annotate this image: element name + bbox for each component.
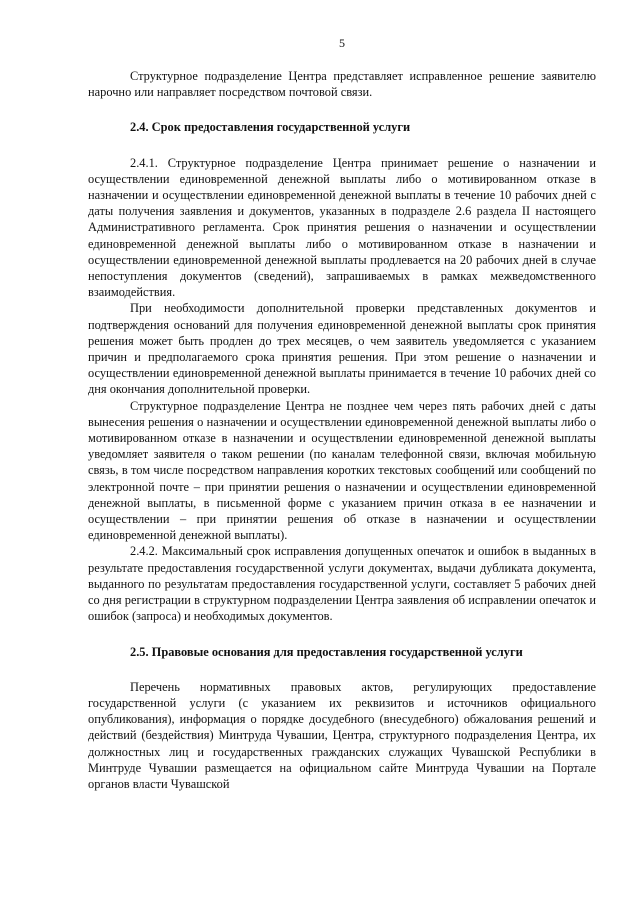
page-number: 5 — [339, 36, 345, 50]
section-heading-2-5: 2.5. Правовые основания для предоставления государственной услуги — [130, 644, 523, 659]
paragraph-corrected-decision: Структурное подразделение Центра представляет исправленное решение заявителю нарочно или направляет посредством почтовой связи. — [88, 69, 596, 100]
paragraph-legal-acts: Перечень нормативных правовых актов, регулирующих предоставление государственной услуги (с указанием их реквизитов и источников официального опубликования), информация о порядке досудебного (внесудебного) обжалования решений и действий (бездействия) Минтруда Чувашии, Центра, структурного подразделения Центра, их должностных лиц и государственных гражданских служащих Чувашской Республики в Минтруде Чувашии размещается на официальном сайте Минтруда Чувашии на Портале органов власти Чувашской — [88, 679, 596, 791]
document-page — [88, 36, 596, 792]
paragraph-2-4-1: 2.4.1. Структурное подразделение Центра принимает решение о назначении и осуществлении единовременной денежной выплаты либо о мотивированном отказе в назначении и осуществлении единовременной денежной выплаты в течение 10 рабочих дней с даты получения заявления и документов, указанных в подразделе 2.6 раздела II настоящего Административного регламента. Срок принятия решения о назначении и осуществлении единовременной денежной выплаты либо о мотивированном отказе в назначении и осуществлении единовременной денежной выплаты продлевается на 20 рабочих дней в случае непоступления документов (сведений), запрашиваемых в рамках межведомственного взаимодействия. — [88, 155, 596, 300]
section-heading-2-4: 2.4. Срок предоставления государственной услуги — [130, 120, 411, 135]
paragraph-notification: Структурное подразделение Центра не позднее чем через пять рабочих дней с даты вынесения решения о назначении и осуществлении единовременной денежной выплаты либо о мотивированном отказе в назначении и осуществлении единовременной денежной выплаты уведомляет заявителя о таком решении (по каналам телефонной связи, включая мобильную связь, в том числе посредством направления коротких текстовых сообщений или сообщений по электронной почте – при принятии решения о назначении и осуществлении единовременной денежной выплаты, в письменной форме с указанием причин отказа в ее назначении и осуществлении – при принятии решения об отказе в назначении и осуществлении единовременной денежной выплаты). — [88, 398, 596, 543]
paragraph-additional-check: При необходимости дополнительной проверки представленных документов и подтверждения оснований для получения единовременной денежной выплаты срок принятия решения может быть продлен до трех месяцев, о чем заявитель уведомляется с указанием причин и предполагаемого срока принятия решения. При этом решение о назначении и осуществлении единовременной денежной выплаты принимается в течение 10 рабочих дней со дня окончания дополнительной проверки. — [88, 301, 596, 397]
paragraph-2-4-2: 2.4.2. Максимальный срок исправления допущенных опечаток и ошибок в выданных в результате предоставления государственной услуги документах, выдачи дубликата документа, выданного по результатам предоставления государственной услуги, составляет 5 рабочих дней со дня регистрации в структурном подразделении Центра заявления об исправлении опечаток и ошибок (запроса) и необходимых документов. — [88, 544, 596, 624]
